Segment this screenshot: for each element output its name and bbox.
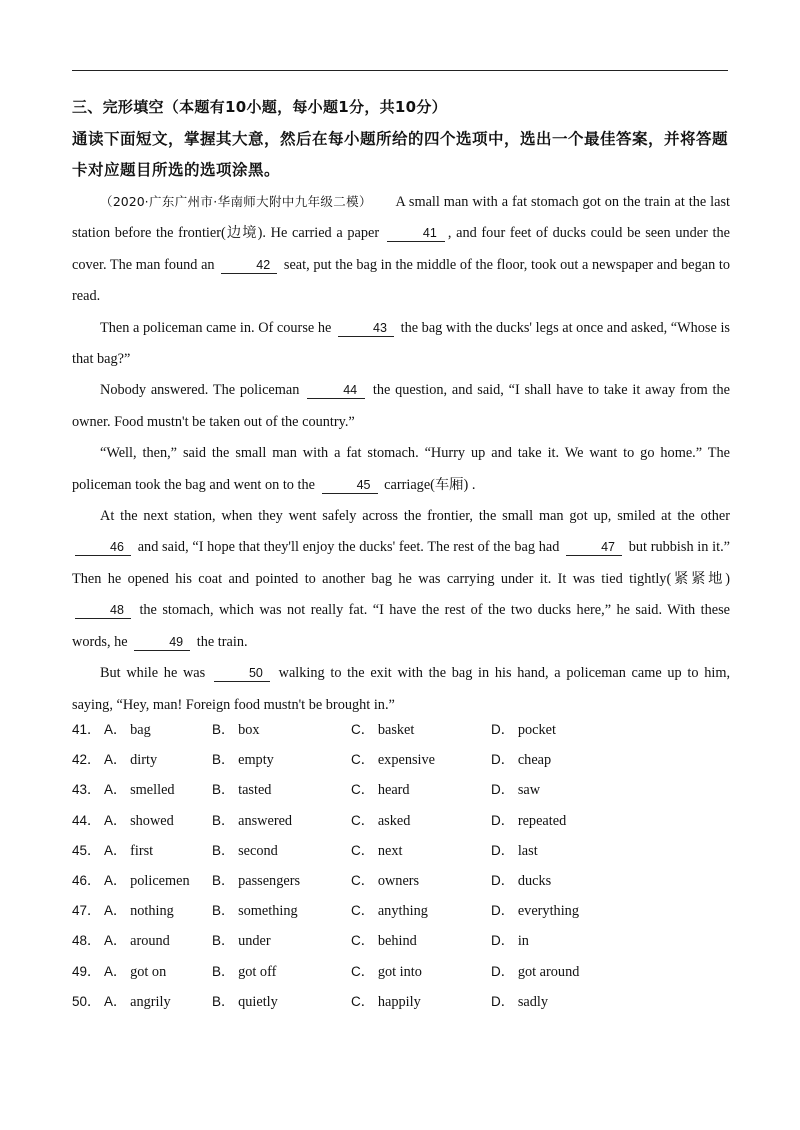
top-rule bbox=[72, 70, 728, 71]
question-number: 43． bbox=[72, 782, 101, 798]
paragraph-2: Then a policeman came in. Of course he 43 the bag with the ducks' legs at once and asked, “Whose is that bag?” bbox=[72, 319, 730, 368]
blank-49: 49 bbox=[134, 634, 190, 651]
question-number: 41． bbox=[72, 722, 101, 737]
option-a[interactable]: A． dirty bbox=[104, 752, 158, 769]
option-b[interactable]: B． tasted bbox=[212, 782, 272, 799]
blank-46: 46 bbox=[75, 539, 131, 556]
option-d[interactable]: D． last bbox=[491, 842, 538, 859]
question-row bbox=[72, 960, 732, 990]
option-c[interactable]: C． got into bbox=[351, 963, 422, 980]
question-number: 42． bbox=[72, 752, 101, 768]
option-b[interactable]: B． answered bbox=[212, 812, 293, 829]
option-d[interactable]: D． saw bbox=[491, 782, 541, 799]
question-row bbox=[72, 778, 732, 808]
option-a[interactable]: A． bag bbox=[104, 722, 151, 738]
option-c[interactable]: C． behind bbox=[351, 933, 417, 950]
question-row bbox=[72, 809, 732, 839]
question-row bbox=[72, 899, 732, 929]
blank-48: 48 bbox=[75, 602, 131, 619]
blank-41: 41 bbox=[387, 225, 445, 242]
question-row bbox=[72, 748, 732, 778]
option-a[interactable]: A． angrily bbox=[104, 993, 171, 1010]
blank-47: 47 bbox=[566, 539, 622, 556]
option-d[interactable]: D． cheap bbox=[491, 752, 552, 769]
option-c[interactable]: C． owners bbox=[351, 872, 420, 889]
option-c[interactable]: C． heard bbox=[351, 782, 410, 799]
question-number: 48． bbox=[72, 933, 101, 949]
blank-43: 43 bbox=[338, 320, 394, 337]
question-number: 47． bbox=[72, 903, 101, 919]
paragraph-5: At the next station, when they went safely across the frontier, the small man got up, smiled at the other 46 and said, “I hope that they'll enjoy the ducks' feet. The rest of the bag had 47 but rubbish in it.” Then he opened his coat and pointed to another bag he was carrying under it. It was tied tightly(紧紧地) 48 the stomach, which was not really fat. “I have the rest of the two ducks here,” he said. With these words, he 49 the train. bbox=[72, 508, 730, 650]
option-d[interactable]: D． in bbox=[491, 933, 529, 950]
question-row bbox=[72, 990, 732, 1020]
question-row bbox=[72, 869, 732, 899]
paragraph-6: But while he was 50 walking to the exit with the bag in his hand, a policeman came up to him, saying, “Hey, man! Foreign food mustn't be brought in.” bbox=[72, 665, 731, 713]
option-c[interactable]: C． happily bbox=[351, 993, 421, 1010]
paragraph-4: “Well, then,” said the small man with a fat stomach. “Hurry up and take it. We want to go home.” The policeman took the bag and went on to the 45 carriage(车厢) . bbox=[72, 445, 730, 493]
option-b[interactable]: B． got off bbox=[212, 963, 277, 980]
section-title: 三、完形填空（本题有10小题，每小题1分，共10分） bbox=[72, 98, 447, 116]
question-number: 44． bbox=[72, 812, 101, 828]
question-number: 50． bbox=[72, 993, 101, 1009]
option-b[interactable]: B． second bbox=[212, 842, 278, 859]
option-d[interactable]: D． pocket bbox=[491, 722, 556, 738]
question-row bbox=[72, 718, 732, 748]
question-number: 46． bbox=[72, 872, 101, 888]
option-b[interactable]: B． box bbox=[212, 722, 260, 738]
option-a[interactable]: A． got on bbox=[104, 963, 167, 980]
question-row bbox=[72, 929, 732, 959]
paragraph-1: （2020·广东广州市·华南师大附中九年级二模） A small man with a fat stomach got on the train at the last station before the frontier(边境). He carried a paper 41 , and four feet of ducks could be seen under the cover. The man found an 42 seat, put the bag in the middle of the floor, took out a newspaper and began to read. bbox=[72, 194, 731, 305]
option-a[interactable]: A． nothing bbox=[104, 903, 174, 920]
question-row bbox=[72, 839, 732, 869]
option-d[interactable]: D． got around bbox=[491, 963, 580, 980]
option-c[interactable]: C． next bbox=[351, 842, 403, 859]
option-a[interactable]: A． around bbox=[104, 933, 170, 950]
blank-45: 45 bbox=[322, 477, 378, 494]
question-number: 49． bbox=[72, 963, 101, 979]
blank-42: 42 bbox=[221, 257, 277, 274]
blank-50: 50 bbox=[214, 665, 270, 682]
option-b[interactable]: B． quietly bbox=[212, 993, 278, 1010]
option-a[interactable]: A． first bbox=[104, 842, 154, 859]
answer-options bbox=[72, 718, 732, 1020]
paragraph-3: Nobody answered. The policeman 44 the question, and said, “I shall have to take it away from the owner. Food mustn't be taken out of the country.” bbox=[72, 382, 730, 430]
option-a[interactable]: A． smelled bbox=[104, 782, 175, 799]
option-a[interactable]: A． policemen bbox=[104, 872, 190, 889]
option-b[interactable]: B． empty bbox=[212, 752, 274, 769]
option-c[interactable]: C． asked bbox=[351, 812, 411, 829]
blank-44: 44 bbox=[307, 382, 365, 399]
option-d[interactable]: D． everything bbox=[491, 903, 579, 920]
question-number: 45． bbox=[72, 842, 101, 858]
option-c[interactable]: C． anything bbox=[351, 903, 428, 920]
source-note: （2020·广东广州市·华南师大附中九年级二模） bbox=[100, 194, 372, 209]
option-b[interactable]: B． under bbox=[212, 933, 271, 950]
option-d[interactable]: D． sadly bbox=[491, 993, 549, 1010]
option-a[interactable]: A． showed bbox=[104, 812, 174, 829]
option-d[interactable]: D． ducks bbox=[491, 872, 552, 889]
option-b[interactable]: B． something bbox=[212, 903, 298, 920]
option-b[interactable]: B． passengers bbox=[212, 872, 301, 889]
option-c[interactable]: C． basket bbox=[351, 722, 415, 738]
option-c[interactable]: C． expensive bbox=[351, 752, 435, 769]
instructions: 通读下面短文，掌握其大意，然后在每小题所给的四个选项中，选出一个最佳答案，并将答题卡对应题目所选的选项涂黑。 bbox=[72, 130, 729, 179]
option-d[interactable]: D． repeated bbox=[491, 812, 567, 829]
cloze-passage bbox=[72, 186, 730, 721]
